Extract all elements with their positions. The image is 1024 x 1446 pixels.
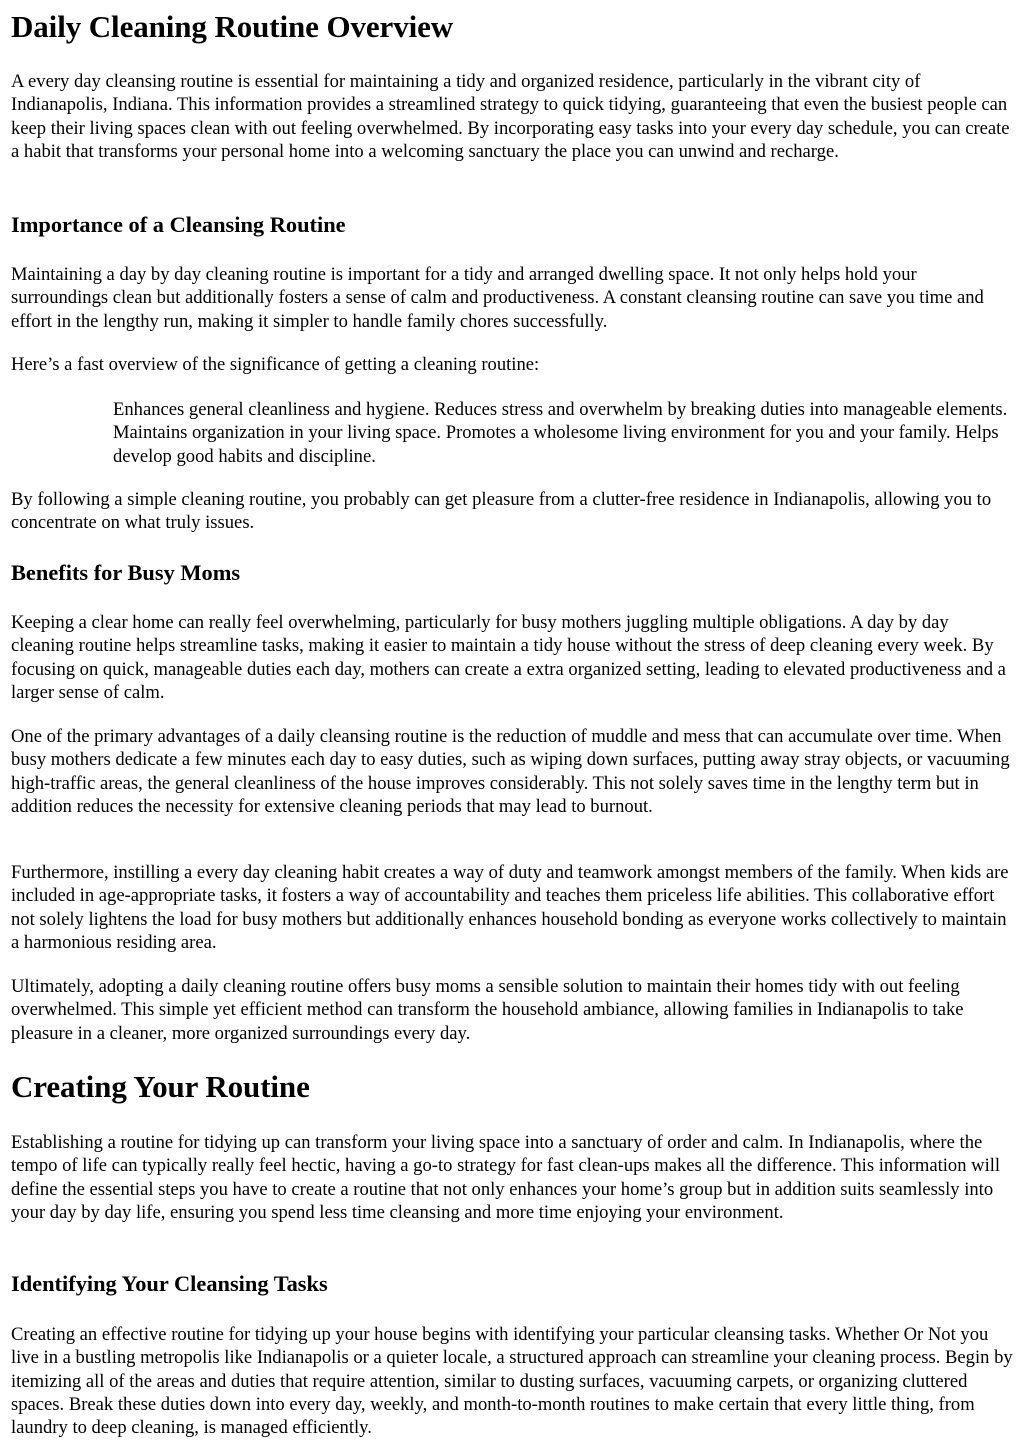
intro-paragraph: A every day cleansing routine is essential for maintaining a tidy and organized residence, particularly in the vibrant city of Indianapolis, Indiana. This information provides a streamlined strategy to quick tidying, guaranteeing that even the busiest people can keep their living spaces clean with out feeling overwhelmed. By incorporating easy tasks into your every day schedule, you can create a habit that transforms your personal home into a welcoming sanctuary the place you can unwind and recharge. — [11, 71, 1010, 162]
benefits-paragraph-1: Keeping a clear home can really feel overwhelming, particularly for busy mothers juggling multiple obligations. A day by day cleaning routine helps streamline tasks, making it easier to maintain a tidy house without the stress of deep cleaning every week. By focusing on quick, manageable duties each day, mothers can create a extra organized setting, leading to elevated productiveness and a larger sense of calm. — [11, 612, 1006, 703]
heading-identifying: Identifying Your Cleansing Tasks — [11, 1271, 328, 1296]
creating-paragraph: Establishing a routine for tidying up can transform your living space into a sanctuary of order and calm. In Indianapolis, where the tempo of life can typically really feel hectic, having a go-to strategy for fast clean-ups makes all the difference. This information will define the essential steps you have to create a routine that not only enhances your home’s group but in addition suits seamlessly into your day by day life, ensuring you spend less time cleansing and more time enjoying your environment. — [11, 1132, 1001, 1223]
importance-paragraph-1: Maintaining a day by day cleaning routine is important for a tidy and arranged dwelling space. It not only helps hold your surroundings clean but additionally fosters a sense of calm and productiveness. A constant cleansing routine can save you time and effort in the lengthy run, making it simpler to handle family chores successfully. — [11, 264, 984, 332]
main-title: Daily Cleaning Routine Overview — [11, 9, 454, 44]
identifying-paragraph: Creating an effective routine for tidying up your house begins with identifying your particular cleansing tasks. Whether Or Not you live in a bustling metropolis like Indianapolis or a quieter locale, a structured approach can streamline your cleaning process. Begin by itemizing all of the areas and duties that require attention, similar to dusting surfaces, vacuuming carpets, or organizing cluttered spaces. Break these duties down into every day, weekly, and month-to-month routines to make certain that every little thing, from laundry to deep cleaning, is managed efficiently. — [11, 1324, 1013, 1439]
heading-benefits: Benefits for Busy Moms — [11, 560, 241, 585]
benefits-paragraph-2: One of the primary advantages of a daily cleansing routine is the reduction of muddle and mess that can accumulate over time. When busy mothers dedicate a few minutes each day to easy duties, such as wiping down surfaces, putting away stray objects, or vacuuming high-traffic areas, the general cleanliness of the house improves considerably. This not solely saves time in the lengthy term but in addition reduces the necessity for extensive cleaning periods that may lead to burnout. — [11, 726, 1010, 817]
heading-importance: Importance of a Cleansing Routine — [11, 212, 346, 237]
importance-paragraph-2: Here’s a fast overview of the significance of getting a cleaning routine: — [11, 354, 540, 375]
importance-list: Enhances general cleanliness and hygiene. Reduces stress and overwhelm by breaking duties into manageable elements. Maintains organization in your living space. Promotes a wholesome living environment for you and your family. Helps develop good habits and discipline. — [113, 399, 1008, 467]
section-title-creating: Creating Your Routine — [11, 1069, 310, 1104]
importance-paragraph-3: By following a simple cleaning routine, you probably can get pleasure from a clutter-free residence in Indianapolis, allowing you to concentrate on what truly issues. — [11, 489, 992, 534]
benefits-paragraph-4: Ultimately, adopting a daily cleaning routine offers busy moms a sensible solution to maintain their homes tidy with out feeling overwhelmed. This simple yet efficient method can transform the household ambiance, allowing families in Indianapolis to take pleasure in a cleaner, more organized surroundings every day. — [11, 976, 964, 1044]
benefits-paragraph-3: Furthermore, instilling a every day cleaning habit creates a way of duty and teamwork amongst members of the family. When kids are included in age-appropriate tasks, it fosters a way of accountability and teaches them priceless life abilities. This collaborative effort not solely lightens the load for busy mothers but additionally enhances household bonding as everyone works collectively to maintain a harmonious residing area. — [11, 862, 1009, 953]
